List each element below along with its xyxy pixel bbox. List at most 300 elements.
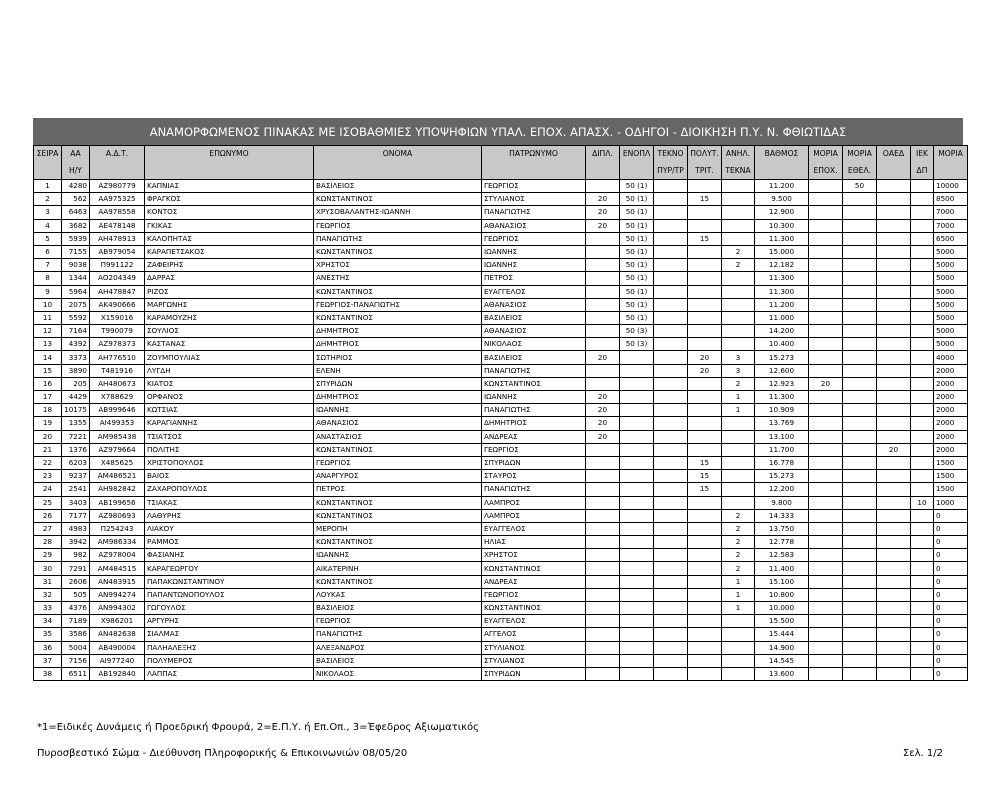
table-cell [586,628,620,641]
table-cell: 20 [586,404,620,417]
table-cell [809,641,843,654]
table-cell [688,443,722,456]
table-cell: ΣΤΥΛΙΑΝΟΣ [482,641,586,654]
table-cell: 10.000 [755,602,809,615]
table-cell [586,470,620,483]
table-cell [843,483,877,496]
table-cell [688,298,722,311]
table-row [34,364,968,377]
table-cell [586,456,620,469]
table-cell [911,470,934,483]
table-cell: 0 [934,615,968,628]
table-cell: ΧΡΗΣΤΟΣ [482,549,586,562]
table-cell: 3586 [62,628,90,641]
table-cell [654,615,688,628]
table-cell [877,325,911,338]
table-cell: ΑΙ499353 [90,417,145,430]
table-cell: 15 [688,232,722,245]
table-cell: ΚΙΑΤΟΣ [145,377,314,390]
table-cell: 11.300 [755,285,809,298]
table-cell [877,377,911,390]
table-cell: 0 [934,667,968,680]
table-cell [843,272,877,285]
table-cell: 1 [722,588,755,601]
header-cell: ΑΝΗΛ. [722,146,755,163]
table-cell: 12.200 [755,483,809,496]
table-cell: ΑΗ776510 [90,351,145,364]
table-cell [843,536,877,549]
header-cell: ΠΟΛΥΤ. [688,146,722,163]
table-cell [809,602,843,615]
table-cell: ΕΥΑΓΓΕΛΟΣ [482,285,586,298]
table-cell: 15.000 [755,245,809,258]
table-cell [620,377,654,390]
table-cell: 10 [34,298,62,311]
table-cell: ΑΖ978004 [90,549,145,562]
table-cell [809,180,843,193]
table-cell: 13 [34,338,62,351]
table-cell: 32 [34,588,62,601]
table-cell: 13.750 [755,522,809,535]
table-cell: 4000 [934,351,968,364]
table-cell: 2 [722,522,755,535]
table-cell [843,219,877,232]
table-cell [809,391,843,404]
table-cell: ΠΑΝΑΓΙΩΤΗΣ [482,483,586,496]
table-cell: ΑΚ490666 [90,298,145,311]
table-cell [911,509,934,522]
table-cell [654,259,688,272]
table-row [34,536,968,549]
table-row [34,377,968,390]
table-cell: ΚΩΝΣΤΑΝΤΙΝΟΣ [314,311,482,324]
table-cell: 15 [688,193,722,206]
table-cell [877,364,911,377]
table-cell: ΣΠΥΡΙΔΩΝ [482,667,586,680]
table-cell [654,430,688,443]
table-cell: 10.909 [755,404,809,417]
table-cell: 50 (1) [620,219,654,232]
table-cell: ΑΜ484515 [90,562,145,575]
table-cell: ΣΠΥΡΙΔΩΝ [482,456,586,469]
table-cell [843,641,877,654]
table-cell [877,615,911,628]
table-cell: 20 [586,206,620,219]
table-cell [722,654,755,667]
table-cell [843,549,877,562]
table-cell: 2 [722,536,755,549]
table-cell: ΙΩΑΝΝΗΣ [314,549,482,562]
table-cell: ΑΜ486521 [90,470,145,483]
table-cell: 2606 [62,575,90,588]
table-cell [877,483,911,496]
table-cell: 15 [688,470,722,483]
table-cell: 14.333 [755,509,809,522]
table-cell [688,391,722,404]
table-cell: 7 [34,259,62,272]
table-cell [809,522,843,535]
table-title: ΑΝΑΜΟΡΦΩΜΕΝΟΣ ΠΙΝΑΚΑΣ ΜΕ ΙΣΟΒΑΘΜΙΕΣ ΥΠΟΨΗΦΙΩΝ ΥΠΑΛ. ΕΠΟΧ. ΑΠΑΣΧ. - ΟΔΗΓΟΙ - ΔΙΟΙΚΗΣΗ Π.Υ. Ν. ΦΘΙΩΤΙΔΑΣ [33,118,963,145]
table-cell [911,404,934,417]
table-cell [877,470,911,483]
table-cell: ΙΩΑΝΝΗΣ [482,259,586,272]
table-cell [688,615,722,628]
table-cell [722,272,755,285]
table-cell: 2000 [934,364,968,377]
table-row [34,443,968,456]
table-cell: ΠΑΝΑΓΙΩΤΗΣ [482,404,586,417]
table-cell [654,654,688,667]
table-cell: 21 [34,443,62,456]
header-cell: ΤΡΙΤ. [688,163,722,180]
table-cell [586,180,620,193]
table-cell: 0 [934,536,968,549]
table-cell [586,562,620,575]
table-cell [586,536,620,549]
table-cell: 2000 [934,417,968,430]
header-cell [877,163,911,180]
table-cell: ΚΑΡΑΓΙΑΝΝΗΣ [145,417,314,430]
header-cell: ΣΕΙΡΑ [34,146,62,163]
table-cell [620,536,654,549]
table-cell [654,496,688,509]
table-cell: ΓΕΩΡΓΙΟΣ [482,443,586,456]
table-cell: ΕΥΑΓΓΕΛΟΣ [482,522,586,535]
table-cell [654,522,688,535]
table-cell: 50 (1) [620,206,654,219]
table-cell: 15 [688,483,722,496]
table-cell: 1000 [934,496,968,509]
table-cell: ΑΝΑΣΤΑΣΙΟΣ [314,430,482,443]
table-cell [877,272,911,285]
table-cell [654,404,688,417]
table-cell [620,430,654,443]
table-cell: ΑΡΓΥΡΗΣ [145,615,314,628]
table-cell [877,430,911,443]
table-cell [620,483,654,496]
table-cell [586,245,620,258]
table-cell [688,654,722,667]
table-cell [586,338,620,351]
table-cell [722,417,755,430]
table-cell [688,285,722,298]
table-cell: ΚΩΝΣΤΑΝΤΙΝΟΣ [314,193,482,206]
table-cell [911,245,934,258]
table-cell [654,509,688,522]
table-cell [654,602,688,615]
table-cell [688,536,722,549]
table-cell: 20 [586,193,620,206]
table-cell [809,509,843,522]
table-cell: 10000 [934,180,968,193]
table-cell: ΚΑΠΝΙΑΣ [145,180,314,193]
table-cell [843,232,877,245]
table-cell [688,417,722,430]
table-cell: 982 [62,549,90,562]
table-cell: ΚΩΝΣΤΑΝΤΙΝΟΣ [482,377,586,390]
table-cell [911,259,934,272]
table-cell: 1 [722,602,755,615]
table-cell: ΕΥΑΓΓΕΛΟΣ [482,615,586,628]
table-cell: ΑΒ192840 [90,667,145,680]
table-row [34,404,968,417]
table-cell: ΖΑΧΑΡΟΠΟΥΛΟΣ [145,483,314,496]
table-row [34,549,968,562]
table-cell [722,285,755,298]
table-cell [688,219,722,232]
table-cell [586,575,620,588]
table-row [34,219,968,232]
table-cell [654,391,688,404]
header-cell: ΜΟΡΙΑ [843,146,877,163]
table-cell: ΓΕΩΡΓΙΟΣ-ΠΑΝΑΓΙΩΤΗΣ [314,298,482,311]
table-cell: ΚΑΣΤΑΝΑΣ [145,338,314,351]
header-cell [34,163,62,180]
table-cell [877,602,911,615]
table-cell [843,588,877,601]
table-cell: 5000 [934,259,968,272]
page-number: Σελ. 1/2 [902,748,943,759]
table-cell: 1500 [934,470,968,483]
table-cell: 15.500 [755,615,809,628]
table-cell [877,575,911,588]
header-cell: ΔΙΠΛ. [586,146,620,163]
table-cell: Χ788629 [90,391,145,404]
table-cell [911,417,934,430]
table-cell: 12.923 [755,377,809,390]
table-cell [620,351,654,364]
table-row [34,615,968,628]
table-cell [654,272,688,285]
table-cell: ΣΩΤΗΡΙΟΣ [314,351,482,364]
table-cell [654,641,688,654]
table-cell [843,377,877,390]
table-cell: 7000 [934,206,968,219]
table-cell [809,628,843,641]
table-cell [688,206,722,219]
table-cell [843,562,877,575]
table-cell [620,588,654,601]
table-cell [809,272,843,285]
table-cell [620,575,654,588]
table-row [34,430,968,443]
table-cell: ΙΩΑΝΝΗΣ [482,245,586,258]
table-cell: ΠΑΝΑΓΙΩΤΗΣ [482,364,586,377]
table-cell: 0 [934,628,968,641]
table-cell [843,628,877,641]
table-cell: ΑΗ982842 [90,483,145,496]
table-cell [843,667,877,680]
table-cell: ΑΘΑΝΑΣΙΟΣ [482,325,586,338]
table-cell [843,417,877,430]
table-cell: 9038 [62,259,90,272]
table-cell [654,298,688,311]
table-cell: Π254243 [90,522,145,535]
table-cell: 505 [62,588,90,601]
table-cell: ΔΑΡΡΑΣ [145,272,314,285]
header-cell: ΠΑΤΡΩΝΥΜΟ [482,146,586,163]
table-cell [843,351,877,364]
table-cell [620,654,654,667]
table-cell: ΜΕΡΟΠΗ [314,522,482,535]
table-cell [722,667,755,680]
table-cell: 6500 [934,232,968,245]
table-cell [809,404,843,417]
table-cell: 5000 [934,245,968,258]
table-cell [586,496,620,509]
table-cell: 8500 [934,193,968,206]
table-cell: ΓΕΩΡΓΙΟΣ [314,456,482,469]
table-cell: ΑΝΔΡΕΑΣ [482,575,586,588]
table-cell [911,443,934,456]
table-cell: 18 [34,404,62,417]
table-cell: 0 [934,641,968,654]
table-cell [809,615,843,628]
table-cell: ΠΑΝΑΓΙΩΤΗΣ [314,232,482,245]
table-cell [809,496,843,509]
table-cell [654,377,688,390]
table-cell: ΓΕΩΡΓΙΟΣ [482,180,586,193]
table-row [34,272,968,285]
table-cell [688,272,722,285]
table-cell [843,470,877,483]
table-cell: ΙΩΑΝΝΗΣ [482,391,586,404]
table-cell [843,404,877,417]
table-cell: ΑΘΑΝΑΣΙΟΣ [482,298,586,311]
table-cell [877,536,911,549]
table-cell: 16 [34,377,62,390]
header-cell [586,163,620,180]
table-cell: 24 [34,483,62,496]
table-cell: ΑΗ478847 [90,285,145,298]
table-cell: 4376 [62,602,90,615]
table-cell: ΖΟΥΜΠΟΥΛΙΑΣ [145,351,314,364]
table-cell [620,562,654,575]
table-cell: ΔΗΜΗΤΡΙΟΣ [482,417,586,430]
table-cell [843,391,877,404]
table-cell: ΑΖ979664 [90,443,145,456]
table-cell [620,443,654,456]
table-cell: 12.583 [755,549,809,562]
table-cell [843,496,877,509]
table-cell [586,588,620,601]
table-cell: 8 [34,272,62,285]
table-cell: 20 [586,219,620,232]
table-cell [843,364,877,377]
table-cell [654,549,688,562]
table-cell: 13.600 [755,667,809,680]
table-cell: ΠΕΤΡΟΣ [314,483,482,496]
table-cell: ΣΤΑΥΡΟΣ [482,470,586,483]
table-cell [809,536,843,549]
table-cell [688,628,722,641]
table-cell [586,364,620,377]
table-cell [688,509,722,522]
table-cell [911,522,934,535]
table-cell [722,338,755,351]
table-cell: 12.778 [755,536,809,549]
table-cell: 11.200 [755,298,809,311]
table-cell [586,377,620,390]
table-cell: 7000 [934,219,968,232]
table-cell [722,325,755,338]
table-cell: 30 [34,562,62,575]
table-cell: 9237 [62,470,90,483]
header-cell: ΠΥΡ/ΤΡ [654,163,688,180]
table-cell: 2000 [934,404,968,417]
table-row [34,259,968,272]
header-cell: ΔΠ [911,163,934,180]
table-cell [688,588,722,601]
table-cell: ΚΑΡΑΓΕΩΡΓΟΥ [145,562,314,575]
table-cell: 6203 [62,456,90,469]
table-row [34,654,968,667]
table-cell [809,245,843,258]
table-cell: 2000 [934,430,968,443]
table-cell [843,443,877,456]
table-cell: 7156 [62,654,90,667]
table-cell [586,654,620,667]
table-cell: 50 (1) [620,298,654,311]
table-cell: 50 (1) [620,311,654,324]
table-cell [877,549,911,562]
header-cell: ΕΠΟΧ. [809,163,843,180]
table-cell: 11.700 [755,443,809,456]
table-cell: 205 [62,377,90,390]
table-cell: 0 [934,602,968,615]
table-cell: 5964 [62,285,90,298]
table-cell: 5004 [62,641,90,654]
table-cell: ΚΩΝΣΤΑΝΤΙΝΟΣ [314,536,482,549]
table-cell: ΑΝ482638 [90,628,145,641]
table-cell: 16.778 [755,456,809,469]
table-cell [877,193,911,206]
table-cell: 20 [34,430,62,443]
table-cell [654,470,688,483]
table-cell: 5000 [934,272,968,285]
table-cell: ΚΩΝΣΤΑΝΤΙΝΟΣ [482,602,586,615]
table-cell: 4429 [62,391,90,404]
table-cell [877,259,911,272]
table-cell [688,259,722,272]
table-cell [654,206,688,219]
table-cell [809,562,843,575]
table-cell [586,259,620,272]
table-cell: 1344 [62,272,90,285]
table-cell: 20 [877,443,911,456]
table-cell: 2541 [62,483,90,496]
table-cell: ΑΒ490004 [90,641,145,654]
table-cell [911,483,934,496]
table-cell [586,667,620,680]
table-row [34,602,968,615]
table-cell: ΦΑΣΙΑΝΗΣ [145,549,314,562]
table-cell: ΒΑΣΙΛΕΙΟΣ [482,311,586,324]
table-cell: 4983 [62,522,90,535]
table-cell: 12.900 [755,206,809,219]
table-cell [722,232,755,245]
table-cell: ΑΝ994302 [90,602,145,615]
table-cell: ΚΩΝΣΤΑΝΤΙΝΟΣ [314,245,482,258]
table-cell: ΔΗΜΗΤΡΙΟΣ [314,325,482,338]
table-cell: 26 [34,509,62,522]
table-cell: 10.800 [755,588,809,601]
table-cell: 15 [34,364,62,377]
table-cell [911,311,934,324]
header-cell: Η/Υ [62,163,90,180]
table-cell [586,615,620,628]
table-cell: ΑΘΑΝΑΣΙΟΣ [314,417,482,430]
